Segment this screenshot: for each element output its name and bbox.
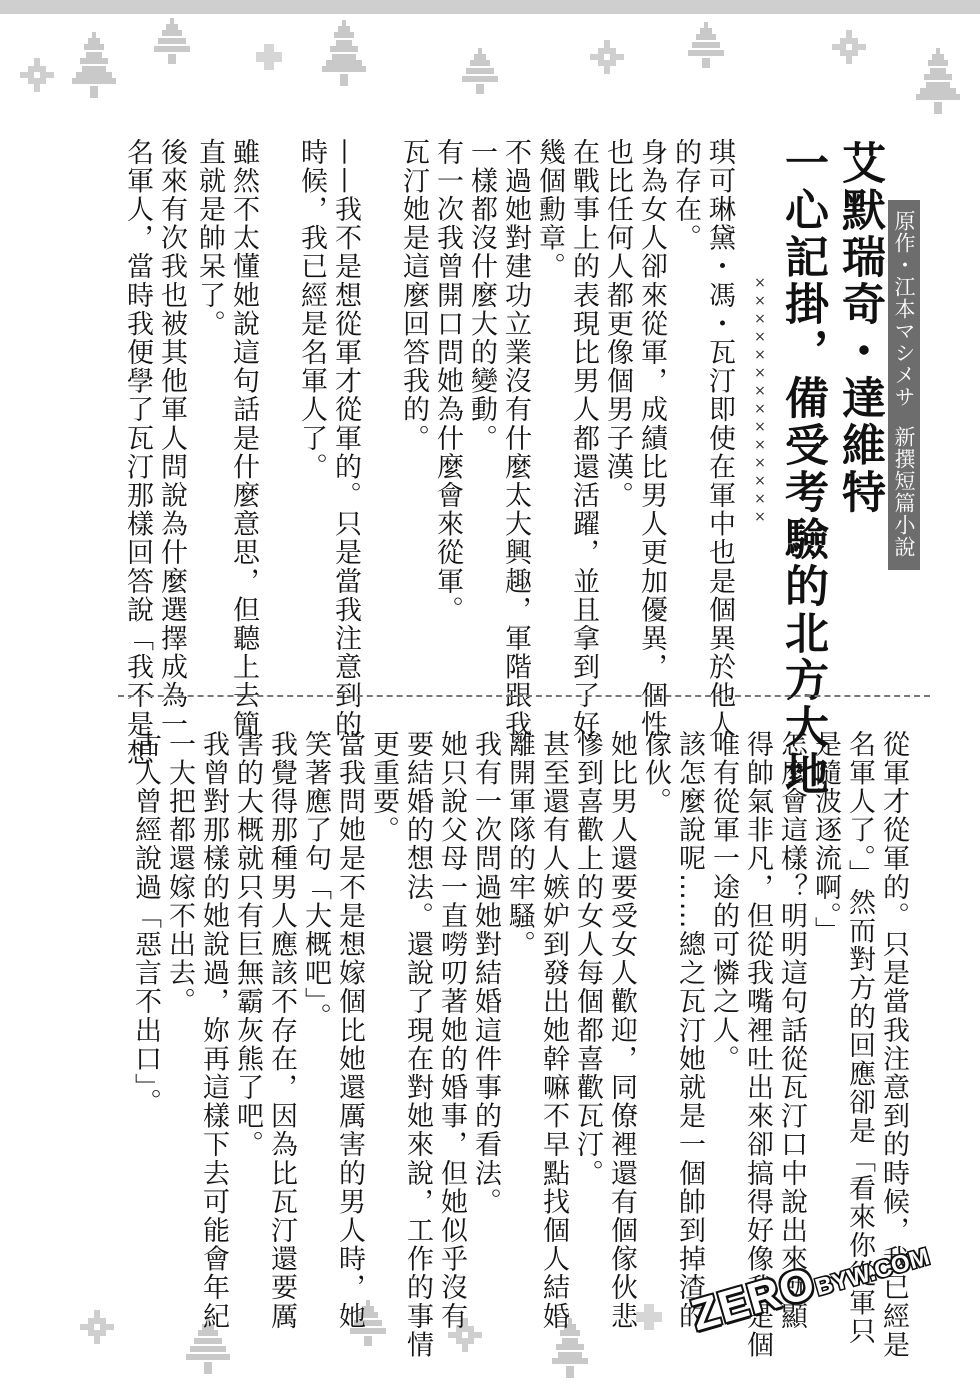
text-column: 名軍人了。」然而對方的回應卻是「看來你從軍只: [844, 730, 875, 1346]
text-column: 幾個勳章。: [534, 138, 565, 281]
credit-label: 原作・江本マシメサ: [892, 210, 916, 408]
credit-type: 新撰短篇小說: [892, 426, 916, 558]
text-column: 直就是帥呆了。: [194, 138, 225, 339]
text-column: 笑著應了句「大概吧」。: [300, 730, 331, 1032]
text-column: 慘到喜歡上的女人每個都喜歡瓦汀。: [572, 730, 603, 1188]
text-column: 唯有從軍一途的可憐之人。: [708, 730, 739, 1074]
text-column: 該怎麼說呢……總之瓦汀她就是一個帥到掉渣的: [674, 730, 705, 1331]
tree-icon: [150, 18, 194, 88]
text-column: 從軍才從軍的。只是當我注意到的時候，我已經是: [878, 730, 909, 1360]
title-decoration: ××××××××××××××: [752, 275, 768, 527]
text-column: 一大把都還嫁不出去。: [164, 730, 195, 1016]
watermark-suffix: BYW.COM: [812, 1243, 933, 1302]
tree-icon: [458, 48, 502, 118]
story-title-line2: 一心記掛，備受考驗的北方大地: [777, 140, 828, 798]
text-column: 古人曾經說過「惡言不出口」。: [130, 730, 161, 1117]
text-column: 傢伙。: [640, 730, 671, 816]
text-column: 在戰事上的表現比男人都還活躍，並且拿到了好: [568, 138, 599, 739]
text-column: ——我不是想從軍才從軍的。只是當我注意到的: [330, 138, 361, 739]
text-column: 琪可琳黛・馮・瓦汀即使在軍中也是個異於他人: [704, 138, 735, 739]
tree-icon: [72, 32, 116, 102]
text-column: 身為女人卻來從軍，成績比男人更加優異，個性: [636, 138, 667, 739]
section-divider: [118, 695, 930, 697]
text-column: 也比任何人都更像個男子漢。: [602, 138, 633, 510]
text-column: 她只說父母一直嘮叨著她的婚事，但她似乎沒有: [436, 730, 467, 1331]
text-column: 時候，我已經是名軍人了。: [296, 138, 327, 482]
text-column: 當我問她是不是想嫁個比她還厲害的男人時，她: [334, 730, 365, 1331]
story-title-line1: 艾默瑞奇・達維特: [834, 140, 885, 516]
snowflake-icon: [252, 40, 286, 74]
text-column: 名軍人，當時我便學了瓦汀那樣回答說「我不是想: [122, 138, 153, 768]
tree-icon: [684, 22, 728, 92]
text-column: 我曾對那樣的她說過，妳再這樣下去可能會年紀: [198, 730, 229, 1331]
text-column: 得帥氣非凡，但從我嘴裡吐出來卻搞得好像我是個: [742, 730, 773, 1360]
text-column: 離開軍隊的牢騷。: [504, 730, 535, 959]
text-column: 更重要。: [368, 730, 399, 845]
text-column: 不過她對建功立業沒有什麼太大興趣，軍階跟我: [500, 138, 531, 739]
text-column: 是隨波逐流啊。」: [810, 730, 841, 946]
credit-badge: [888, 200, 920, 570]
text-column: 害的大概就只有巨無霸灰熊了吧。: [232, 730, 263, 1159]
watermark-main: ZERO: [685, 1258, 821, 1341]
text-column: 雖然不太懂她說這句話是什麼意思，但聽上去簡: [228, 138, 259, 739]
text-column: 怎麼會這樣？明明這句話從瓦汀口中說出來就顯: [776, 730, 807, 1331]
text-column: 一樣都沒什麼大的變動。: [466, 138, 497, 453]
tree-icon: [322, 20, 366, 90]
text-column: 我覺得那種男人應該不存在，因為比瓦汀還要厲: [266, 730, 297, 1331]
snowflake-icon: [20, 58, 54, 92]
tree-icon: [916, 48, 960, 118]
text-column: 她比男人還要受女人歡迎，同僚裡還有個傢伙悲: [606, 730, 637, 1331]
snowflake-icon: [832, 30, 866, 64]
text-column: 的存在。: [670, 138, 701, 253]
text-column: 甚至還有人嫉妒到發出她幹嘛不早點找個人結婚: [538, 730, 569, 1331]
text-column: 要結婚的想法。還說了現在對她來說，工作的事情: [402, 730, 433, 1360]
text-column: 瓦汀她是這麼回答我的。: [398, 138, 429, 453]
snowflake-icon: [590, 40, 624, 74]
text-column: 有一次我曾開口問她為什麼會來從軍。: [432, 138, 463, 625]
snowflake-icon: [80, 1310, 114, 1344]
text-column: 後來有次我也被其他軍人問說為什麼選擇成為一: [156, 138, 187, 739]
text-column: 我有一次問過她對結婚這件事的看法。: [470, 730, 501, 1217]
